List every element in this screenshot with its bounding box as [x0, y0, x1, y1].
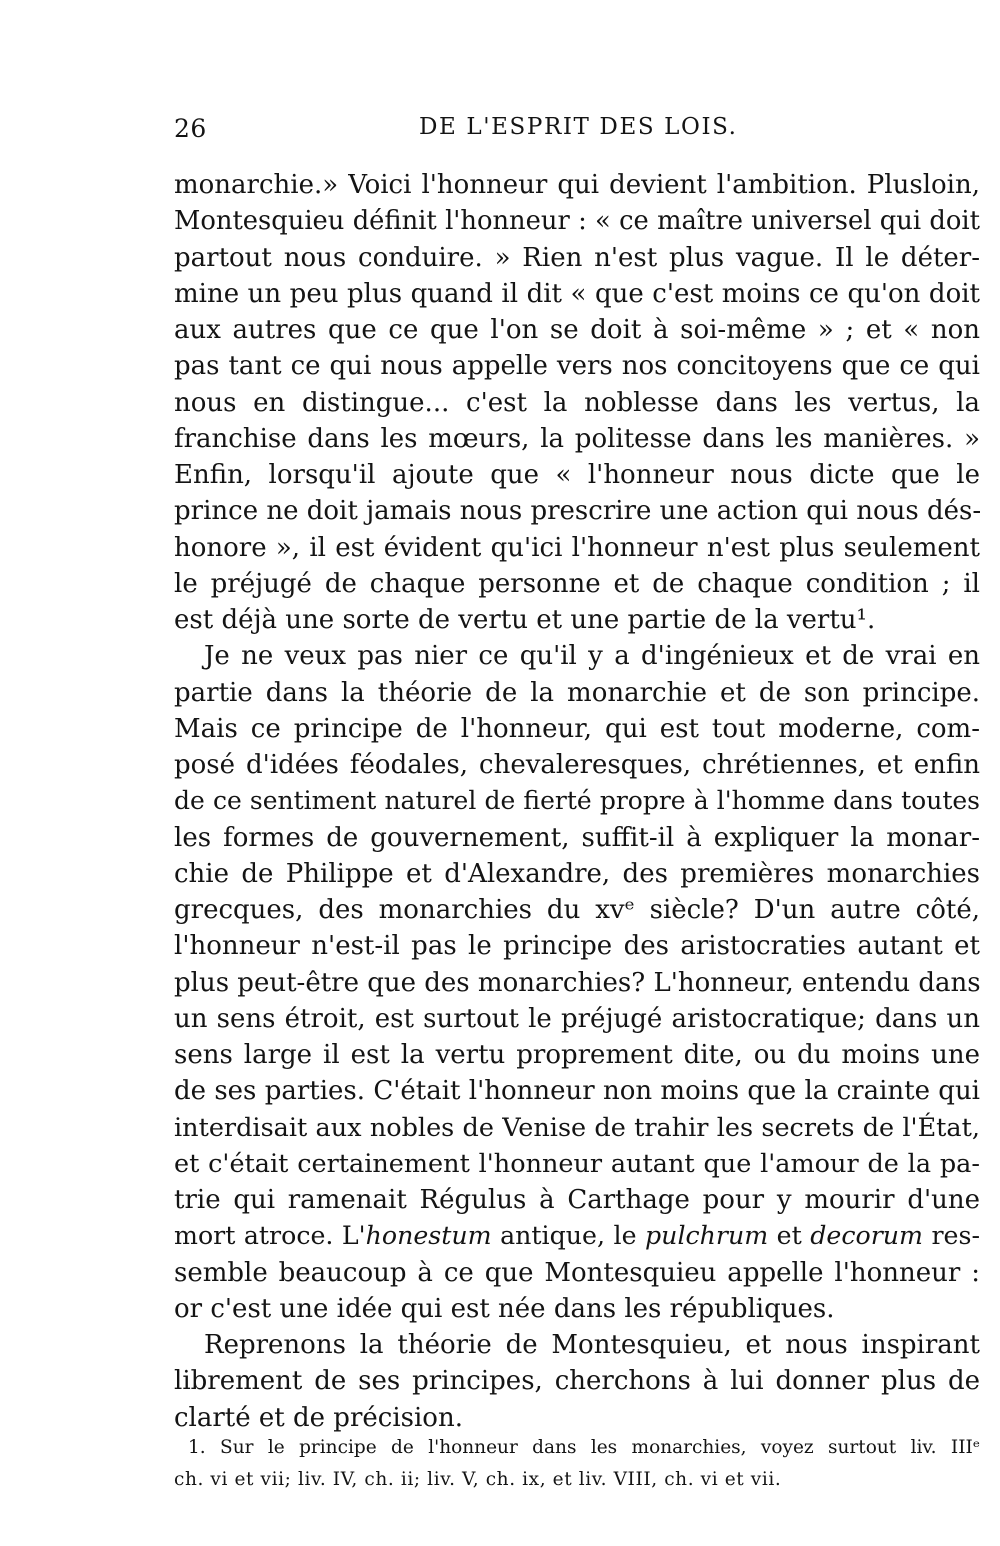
text-line: Mais ce principe de l'honneur, qui est tout moderne, com- [174, 713, 980, 744]
text-line: Reprenons la théorie de Montesquieu, et nous inspirant [204, 1330, 980, 1360]
text-line: partout nous conduire. » Rien n'est plus vague. Il le déter- [174, 242, 980, 273]
text-line: clarté et de précision. [174, 1402, 463, 1433]
text-line: honore », il est évident qu'ici l'honneur n'est plus seulement [174, 532, 980, 563]
text-line: franchise dans les mœurs, la politesse dans les manières. » [174, 423, 980, 454]
running-head [174, 114, 979, 150]
text-run: antique, le [491, 1221, 646, 1251]
text-line: de ce sentiment naturel de fierté propre à l'homme dans toutes [174, 786, 980, 816]
text-line: le préjugé de chaque personne et de chaque condition ; il [174, 568, 980, 599]
text-line: Montesquieu définit l'honneur : « ce maître universel qui doit [174, 206, 980, 237]
text-line: les formes de gouvernement, suffit-il à expliquer la monar- [174, 822, 980, 853]
text-line: et c'était certainement l'honneur autant que l'amour de la pa- [174, 1148, 980, 1179]
text-line-with-italics [174, 1218, 980, 1254]
text-line: mine un peu plus quand il dit « que c'est moins ce qu'on doit [174, 278, 980, 309]
text-run: res- [923, 1221, 980, 1251]
page-number: 26 [174, 114, 207, 143]
text-line: aux autres que ce que l'on se doit à soi-même » ; et « non [174, 315, 980, 345]
text-line: sens large il est la vertu proprement dite, ou du moins une [174, 1040, 980, 1070]
running-title: DE L'ESPRIT DES LOIS. [419, 114, 738, 140]
italic-term: pulchrum [645, 1221, 769, 1251]
text-run: et [768, 1221, 811, 1251]
text-line: semble beaucoup à ce que Montesquieu appelle l'honneur : [174, 1257, 980, 1288]
italic-term: decorum [810, 1221, 923, 1251]
text-line: Je ne veux pas nier ce qu'il y a d'ingénieux et de vrai en [204, 641, 980, 672]
italic-term: honestum [365, 1221, 492, 1251]
footnotes [174, 1432, 980, 1496]
text-line: nous en distingue... c'est la noblesse dans les vertus, la [174, 387, 980, 418]
text-line: chie de Philippe et d'Alexandre, des premières monarchies [174, 858, 980, 889]
text-line: posé d'idées féodales, chevaleresques, chrétiennes, et enfin [174, 750, 980, 780]
text-line: de ses parties. C'était l'honneur non moins que la crainte qui [174, 1076, 980, 1107]
text-run: mort atroce. L' [174, 1221, 366, 1251]
text-line: interdisait aux nobles de Venise de trahir les secrets de l'État, [174, 1112, 980, 1143]
text-line: librement de ses principes, cherchons à lui donner plus de [174, 1366, 980, 1397]
text-line: Enfin, lorsqu'il ajoute que « l'honneur nous dicte que le [174, 460, 980, 490]
text-line: grecques, des monarchies du xvᵉ siècle? D'un autre côté, [174, 895, 980, 925]
text-line: pas tant ce qui nous appelle vers nos concitoyens que ce qui [174, 351, 980, 382]
text-line: est déjà une sorte de vertu et une partie de la vertu¹. [174, 605, 876, 635]
footnote-line: 1. Sur le principe de l'honneur dans les monarchies, voyez surtout liv. IIIᵉ [188, 1437, 980, 1458]
text-line: or c'est une idée qui est née dans les républiques. [174, 1293, 835, 1324]
text-line: un sens étroit, est surtout le préjugé aristocratique; dans un [174, 1003, 980, 1034]
text-line: trie qui ramenait Régulus à Carthage pour y mourir d'une [174, 1185, 980, 1215]
body-text [174, 167, 980, 1436]
text-line: partie dans la théorie de la monarchie et de son principe. [174, 677, 980, 708]
text-line: l'honneur n'est-il pas le principe des aristocraties autant et [174, 931, 980, 962]
text-line: prince ne doit jamais nous prescrire une action qui nous dés- [174, 496, 982, 527]
text-line: plus peut-être que des monarchies? L'honneur, entendu dans [174, 967, 981, 998]
footnote-line: ch. vi et vii; liv. IV, ch. ii; liv. V, ch. ix, et liv. VIII, ch. vi et vii. [174, 1469, 782, 1490]
text-line: monarchie.» Voici l'honneur qui devient l'ambition. Plusloin, [174, 170, 980, 200]
